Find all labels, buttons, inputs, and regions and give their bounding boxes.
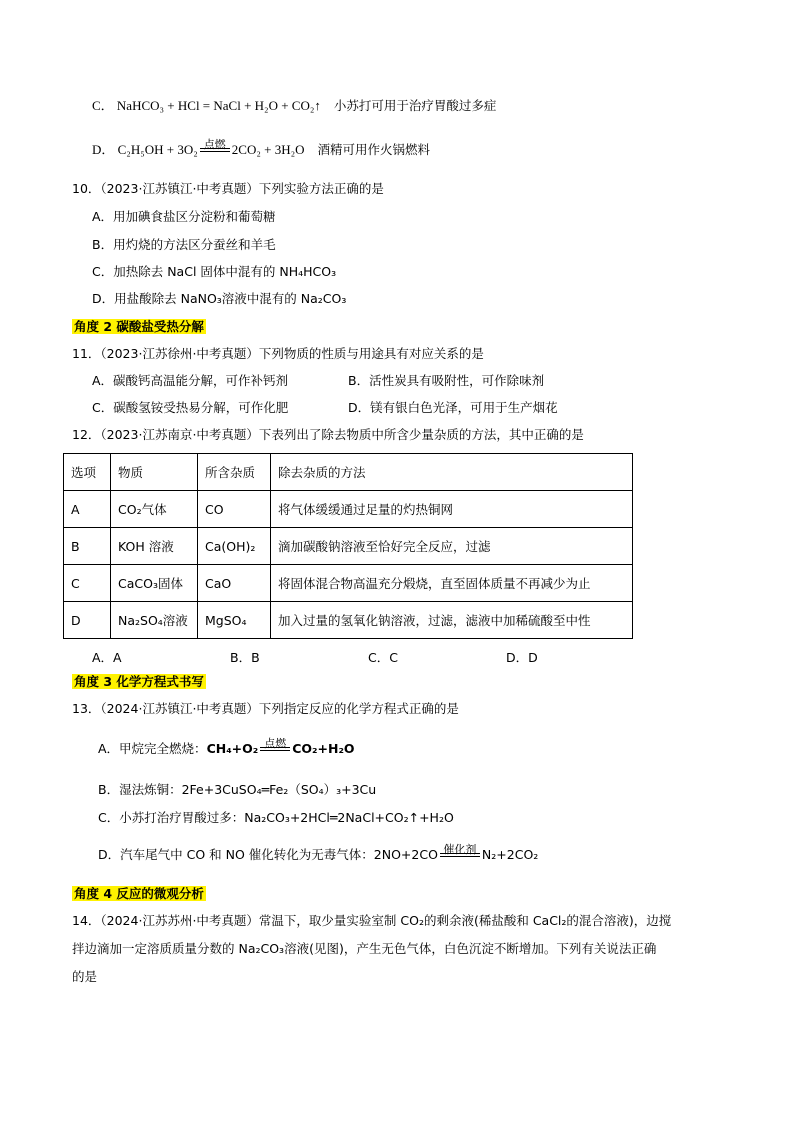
table-cell: Ca(OH)₂ xyxy=(198,528,271,565)
section-heading-text: 角度 3 化学方程式书写 xyxy=(74,674,204,689)
reaction-arrow xyxy=(200,139,230,159)
question-12-stem: 12．（2023·江苏南京·中考真题）下表列出了除去物质中所含少量杂质的方法，其中正确的是 xyxy=(72,427,584,442)
table-row xyxy=(64,602,633,639)
table-cell: Na₂SO₄溶液 xyxy=(111,602,198,639)
q12-choice-d: D．D xyxy=(506,650,538,665)
table-cell: C xyxy=(64,565,111,602)
q10-option-a: A．用加碘食盐区分淀粉和葡萄糖 xyxy=(92,209,276,224)
table-cell: CaO xyxy=(198,565,271,602)
equation: NaHCO₃ + HCl = NaCl + H₂O + CO₂↑ xyxy=(116,98,321,113)
question-14-line-1: 14．（2024·江苏苏州·中考真题）常温下，取少量实验室制 CO₂的剩余液(稀盐酸和 CaCl₂的混合溶液)，边搅 xyxy=(72,913,672,928)
table-cell: 将气体缓缓通过足量的灼热铜网 xyxy=(271,491,633,528)
table-cell: KOH 溶液 xyxy=(111,528,198,565)
prev-option-d xyxy=(92,141,430,159)
reaction-arrow xyxy=(440,843,480,864)
question-10-stem: 10．（2023·江苏镇江·中考真题）下列实验方法正确的是 xyxy=(72,181,384,196)
section-heading xyxy=(72,318,206,336)
table-cell: CO₂气体 xyxy=(111,491,198,528)
equation-right: N₂+2CO₂ xyxy=(481,847,539,862)
q13-option-c: C．小苏打治疗胃酸过多：Na₂CO₃+2HCl═2NaCl+CO₂↑+H₂O xyxy=(98,810,454,825)
table-cell: 滴加碳酸钠溶液至恰好完全反应，过滤 xyxy=(271,528,633,565)
q10-option-c: C．加热除去 NaCl 固体中混有的 NH₄HCO₃ xyxy=(92,264,337,279)
table-cell: MgSO₄ xyxy=(198,602,271,639)
option-text: 酒精可用作火锅燃料 xyxy=(317,142,431,157)
q13-option-d xyxy=(98,843,539,864)
table-cell: 将固体混合物高温充分煅烧，直至固体质量不再减少为止 xyxy=(271,565,633,602)
table-header: 物质 xyxy=(111,454,198,491)
q12-choices xyxy=(92,648,652,666)
reaction-condition: 点燃 xyxy=(203,139,226,151)
table-header-row xyxy=(64,454,633,491)
question-13-stem: 13．（2024·江苏镇江·中考真题）下列指定反应的化学方程式正确的是 xyxy=(72,701,459,716)
q12-choice-b: B．B xyxy=(230,650,260,665)
question-14-line-3: 的是 xyxy=(72,969,98,984)
table-cell: CaCO₃固体 xyxy=(111,565,198,602)
section-heading xyxy=(72,885,206,903)
section-heading xyxy=(72,673,206,691)
table-cell: D xyxy=(64,602,111,639)
table-cell: A xyxy=(64,491,111,528)
q11-option-c: C．碳酸氢铵受热易分解，可作化肥 xyxy=(92,400,289,415)
question-11-stem: 11．（2023·江苏徐州·中考真题）下列物质的性质与用途具有对应关系的是 xyxy=(72,346,484,361)
table-header: 选项 xyxy=(64,454,111,491)
q12-choice-a: A．A xyxy=(92,650,122,665)
option-text: A．甲烷完全燃烧： xyxy=(98,741,207,756)
equation-left: C₂H₅OH + 3O₂ xyxy=(117,142,198,157)
q13-option-b: B．湿法炼铜：2Fe+3CuSO₄═Fe₂（SO₄）₃+3Cu xyxy=(98,782,377,797)
question-14-line-2: 拌边滴加一定溶质质量分数的 Na₂CO₃溶液(见图)，产生无色气体，白色沉淀不断增加。下列有关说法正确 xyxy=(72,941,657,956)
option-text: 小苏打可用于治疗胃酸过多症 xyxy=(333,98,497,113)
section-heading-text: 角度 2 碳酸盐受热分解 xyxy=(74,319,204,334)
table-row xyxy=(64,528,633,565)
equation-right: CO₂+H₂O xyxy=(292,741,355,756)
option-label: D． xyxy=(92,142,115,157)
reaction-arrow xyxy=(260,737,290,758)
impurity-table xyxy=(63,453,633,639)
table-row xyxy=(64,565,633,602)
table-header: 所含杂质 xyxy=(198,454,271,491)
equation-left: CH₄+O₂ xyxy=(206,741,259,756)
q12-choice-c: C．C xyxy=(368,650,398,665)
q13-option-a xyxy=(98,737,355,758)
q10-option-d: D．用盐酸除去 NaNO₃溶液中混有的 Na₂CO₃ xyxy=(92,291,347,306)
table-row xyxy=(64,491,633,528)
table-header: 除去杂质的方法 xyxy=(271,454,633,491)
equation-right: 2CO₂ + 3H₂O xyxy=(231,142,305,157)
option-label: C． xyxy=(92,98,114,113)
reaction-condition: 催化剂 xyxy=(443,843,477,856)
option-text: D．汽车尾气中 CO 和 NO 催化转化为无毒气体：2NO+2CO xyxy=(98,847,438,862)
prev-option-c xyxy=(92,97,496,115)
q11-option-a: A．碳酸钙高温能分解，可作补钙剂 xyxy=(92,373,289,388)
section-heading-text: 角度 4 反应的微观分析 xyxy=(74,886,204,901)
q11-option-d: D．镁有银白色光泽，可用于生产烟花 xyxy=(348,400,558,415)
table-cell: CO xyxy=(198,491,271,528)
q10-option-b: B．用灼烧的方法区分蚕丝和羊毛 xyxy=(92,237,276,252)
q11-option-b: B．活性炭具有吸附性，可作除味剂 xyxy=(348,373,545,388)
table-cell: 加入过量的氢氧化钠溶液，过滤，滤液中加稀硫酸至中性 xyxy=(271,602,633,639)
table-cell: B xyxy=(64,528,111,565)
reaction-condition: 点燃 xyxy=(264,737,287,750)
